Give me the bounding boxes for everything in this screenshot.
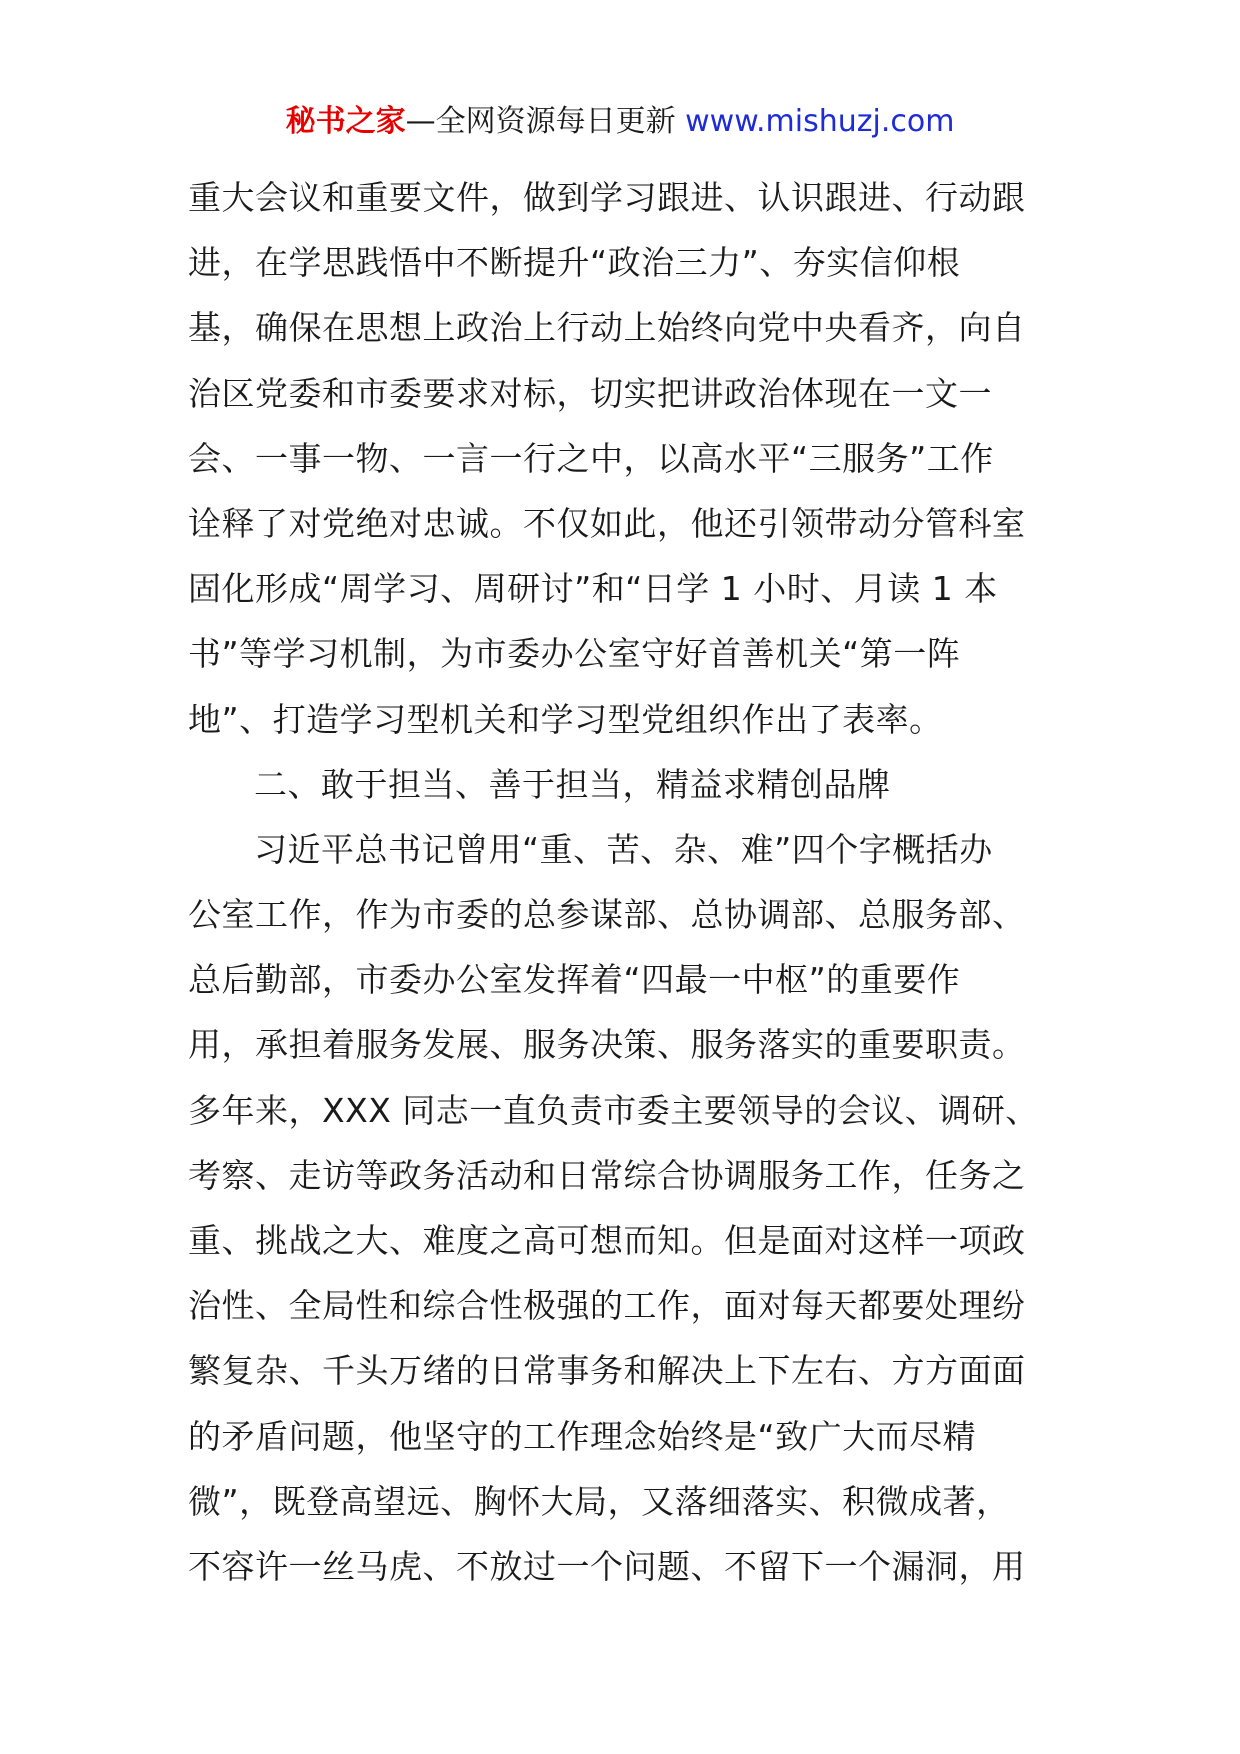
body-line: 书”等学习机制，为市委办公室守好首善机关“第一阵 [188, 634, 961, 674]
body-line: 重大会议和重要文件，做到学习跟进、认识跟进、行动跟 [188, 178, 1026, 217]
body-line: 基，确保在思想上政治上行动上始终向党中央看齐，向自 [188, 308, 1026, 348]
body-line: 多年来，XXX 同志一直负责市委主要领导的会议、调研、 [188, 1090, 1039, 1130]
body-line: 不容许一丝马虎、不放过一个问题、不留下一个漏洞，用 [188, 1546, 1026, 1586]
body-line: 考察、走访等政务活动和日常综合协调服务工作，任务之 [188, 1155, 1026, 1195]
body-line: 的矛盾问题，他坚守的工作理念始终是“致广大而尽精 [188, 1416, 977, 1456]
body-line: 进，在学思践悟中不断提升“政治三力”、夯实信仰根 [188, 243, 961, 283]
body-line: 地”、打造学习型机关和学习型党组织作出了表率。 [188, 699, 943, 739]
body-line: 用，承担着服务发展、服务决策、服务落实的重要职责。 [188, 1025, 1026, 1065]
body-line: 诠释了对党绝对忠诚。不仅如此，他还引领带动分管科室 [188, 503, 1026, 543]
paragraph-first-line: 习近平总书记曾用“重、苦、杂、难”四个字概括办 [254, 829, 993, 869]
brand-name: 秘书之家 [285, 104, 406, 139]
body-line: 微”，既登高望远、胸怀大局，又落细落实、积微成著， [188, 1481, 1010, 1521]
page-header [0, 102, 1240, 142]
body-line: 公室工作，作为市委的总参谋部、总协调部、总服务部、 [188, 895, 1026, 935]
header-tagline: —全网资源每日更新 [405, 104, 676, 139]
site-url-link[interactable]: www.mishuzj.com [685, 104, 955, 139]
body-line: 治性、全局性和综合性极强的工作，面对每天都要处理纷 [188, 1286, 1026, 1326]
body-line: 治区党委和市委要求对标，切实把讲政治体现在一文一 [188, 373, 992, 413]
body-line: 会、一事一物、一言一行之中，以高水平“三服务”工作 [188, 438, 994, 478]
document-body [188, 165, 1058, 1599]
body-line: 重、挑战之大、难度之高可想而知。但是面对这样一项政 [188, 1221, 1026, 1260]
body-line: 总后勤部，市委办公室发挥着“四最一中枢”的重要作 [188, 960, 961, 1000]
body-line: 繁复杂、千头万绪的日常事务和解决上下左右、方方面面 [188, 1351, 1026, 1391]
section-heading: 二、敢于担当、善于担当，精益求精创品牌 [254, 764, 891, 804]
body-line: 固化形成“周学习、周研讨”和“日学 1 小时、月读 1 本 [188, 569, 998, 609]
